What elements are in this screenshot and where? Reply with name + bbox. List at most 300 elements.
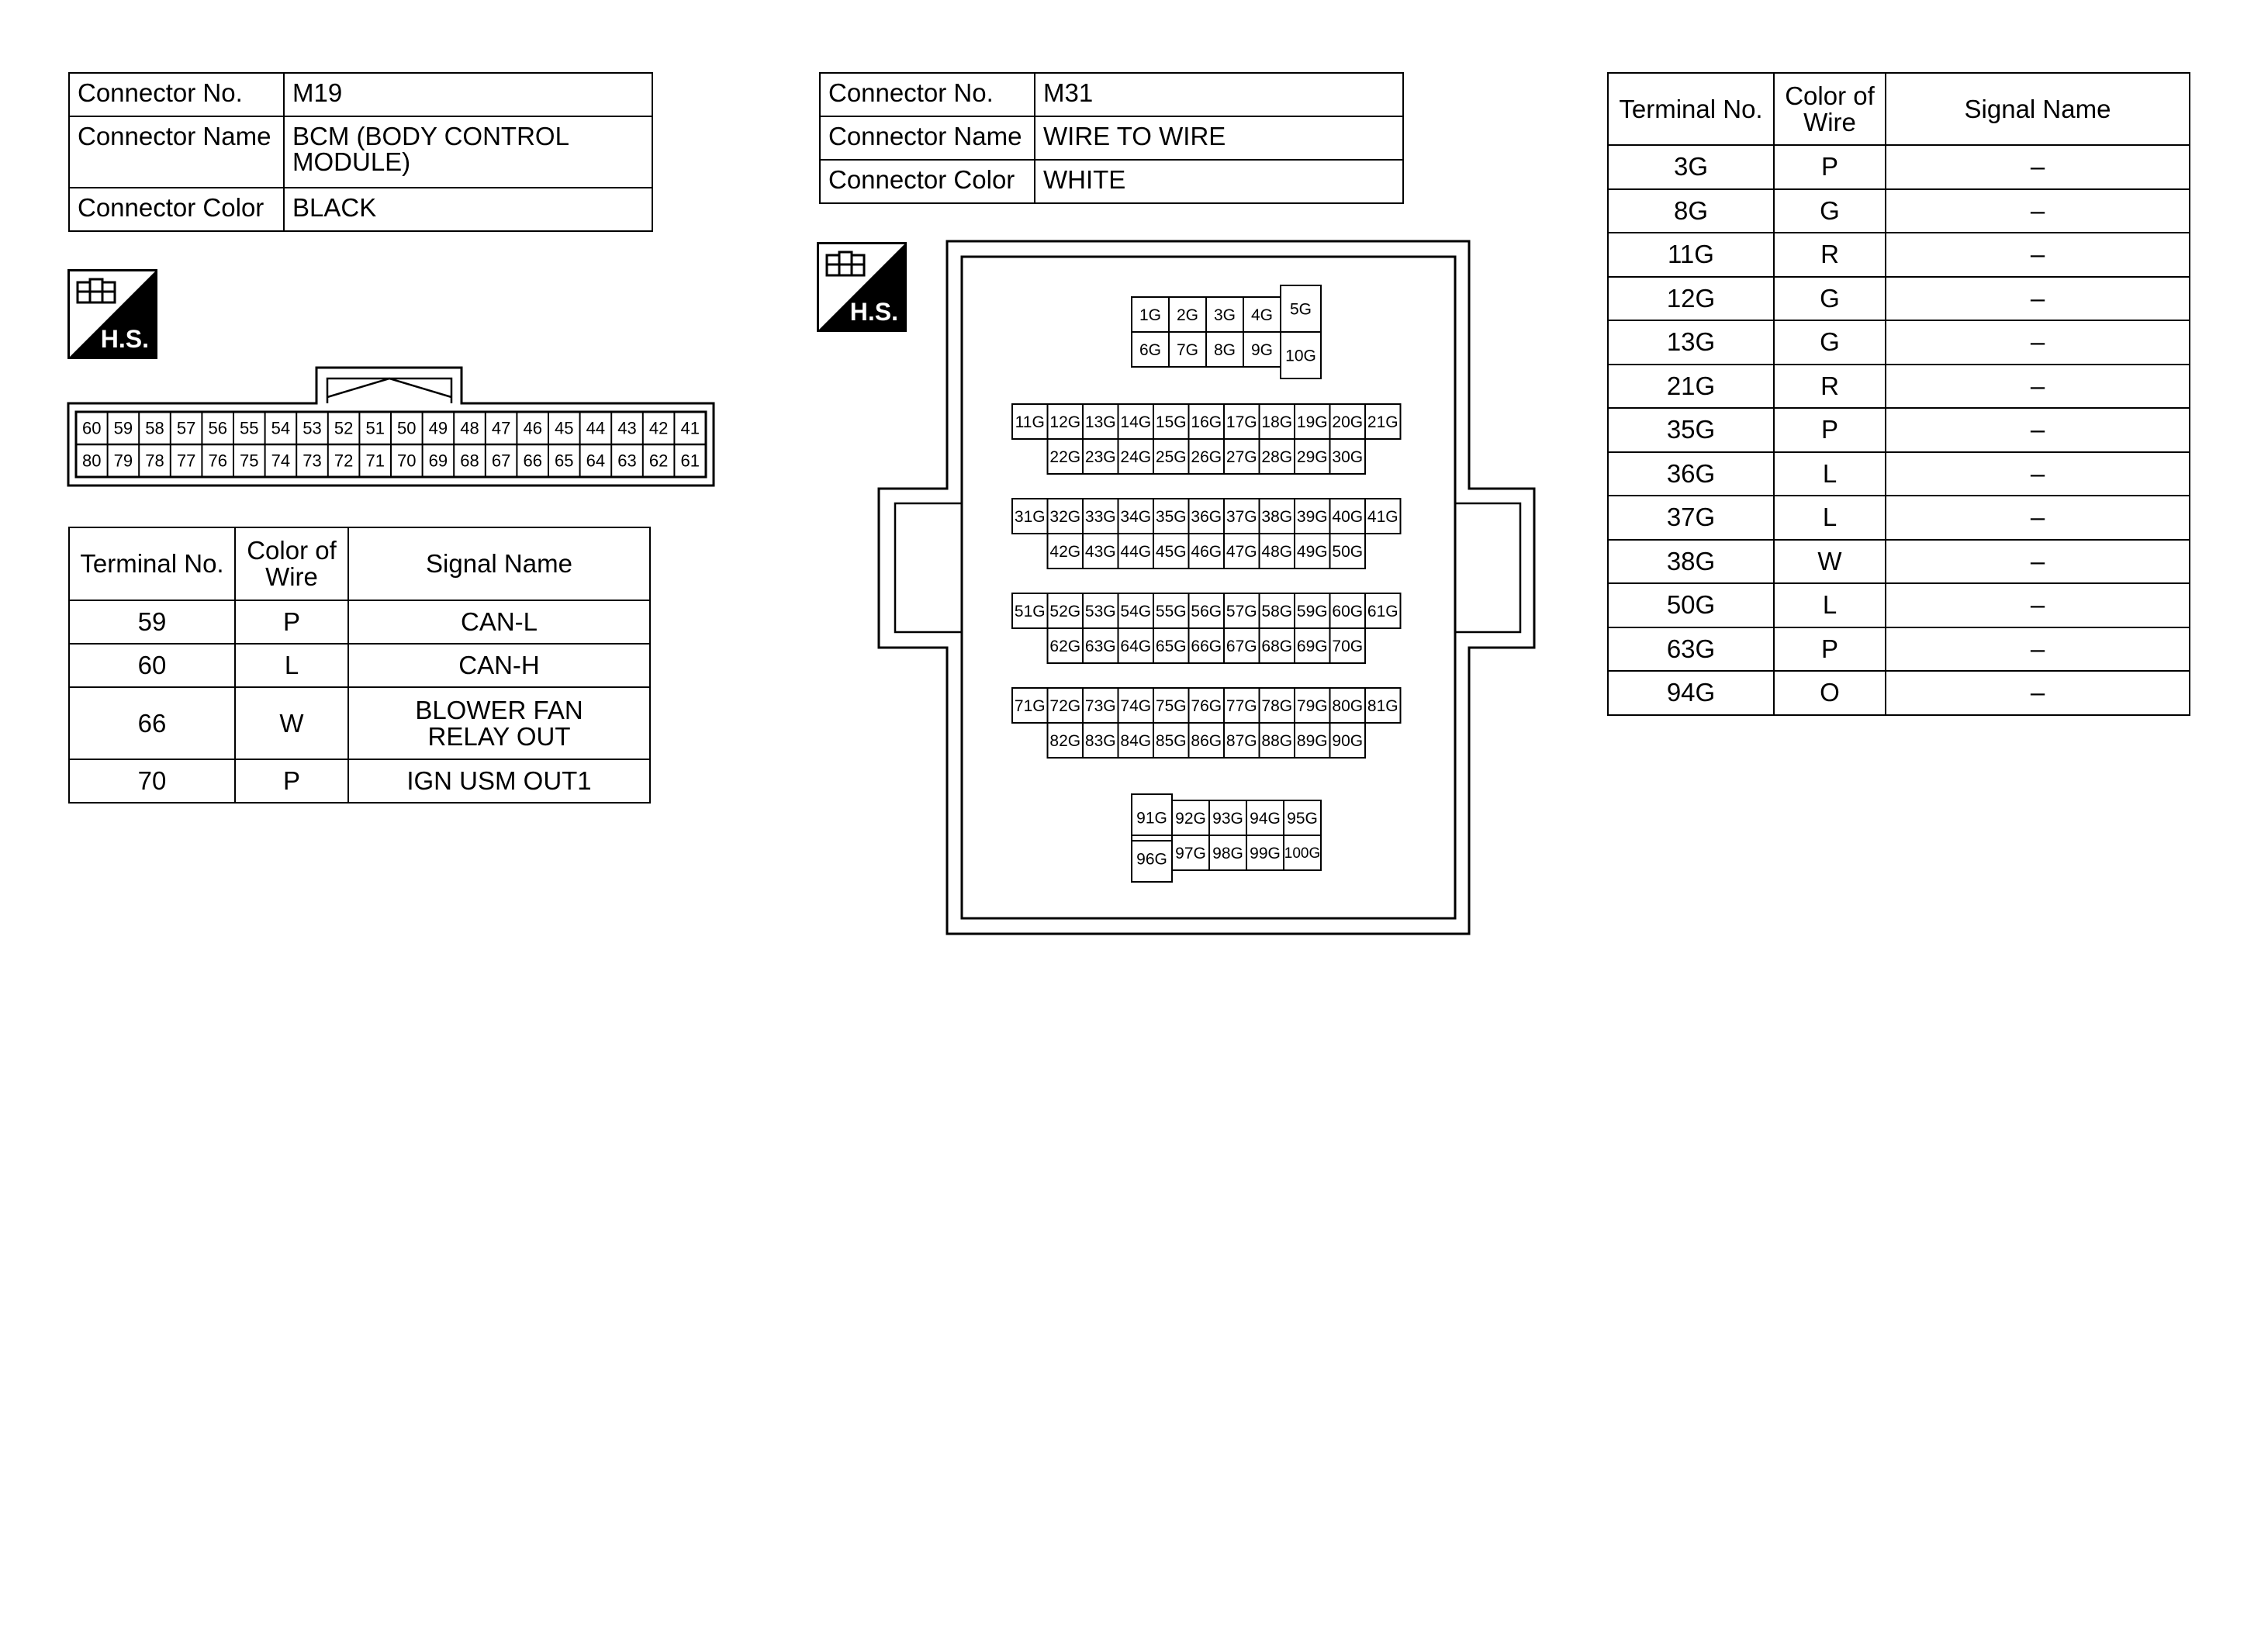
m31-pin-label: 12G bbox=[1049, 413, 1081, 431]
m31-pin-27G bbox=[1224, 439, 1260, 474]
m31-cell-color: L bbox=[1774, 496, 1886, 540]
m31-pin-95G bbox=[1284, 800, 1321, 835]
m31-pin-label: 53G bbox=[1084, 603, 1116, 620]
m31-pin-86G bbox=[1189, 723, 1225, 758]
m31-pin-85G bbox=[1153, 723, 1189, 758]
m19-connector-name-label: Connector Name bbox=[69, 116, 284, 188]
m19-row2-color: L bbox=[235, 644, 348, 687]
m19-row2-signal: CAN-H bbox=[348, 644, 650, 687]
m31-pin-label: 2G bbox=[1176, 306, 1199, 324]
m31-cell-color: G bbox=[1774, 277, 1886, 321]
m31-pin-1G bbox=[1132, 297, 1169, 332]
m31-pin-label: 83G bbox=[1084, 732, 1116, 750]
m31-pin-83G bbox=[1083, 723, 1118, 758]
m31-pin-56G bbox=[1189, 593, 1225, 628]
m31-pin-80G bbox=[1330, 688, 1366, 723]
m31-pin-label: 54G bbox=[1120, 603, 1152, 620]
table-row bbox=[1608, 277, 2190, 321]
m31-pin-96G bbox=[1132, 835, 1172, 882]
m31-pin-17G bbox=[1224, 404, 1260, 439]
m31-cell-terminal: 13G bbox=[1608, 320, 1774, 365]
m31-cell-signal: – bbox=[1886, 145, 2190, 189]
table-row bbox=[1608, 320, 2190, 365]
m31-pin-60G bbox=[1330, 593, 1366, 628]
m31-pin-69G bbox=[1295, 628, 1330, 663]
m31-pin-grid bbox=[1012, 285, 1401, 882]
m31-pin-label: 89G bbox=[1296, 732, 1328, 750]
m31-cell-signal: – bbox=[1886, 627, 2190, 672]
m31-cell-signal: – bbox=[1886, 540, 2190, 584]
m31-pin-label: 60G bbox=[1332, 603, 1364, 620]
m31-cell-color: P bbox=[1774, 145, 1886, 189]
m31-pin-label: 51G bbox=[1014, 603, 1046, 620]
m31-pin-label: 66G bbox=[1191, 638, 1222, 655]
m31-pin-15G bbox=[1153, 404, 1189, 439]
m31-pin-label: 63G bbox=[1084, 638, 1116, 655]
table-row bbox=[69, 600, 650, 644]
m31-pin-label: 29G bbox=[1296, 448, 1328, 466]
m31-pin-25G bbox=[1153, 439, 1189, 474]
m31-pin-label: 99G bbox=[1250, 845, 1281, 862]
m31-pin-label: 94G bbox=[1250, 810, 1281, 828]
m31-pin-label: 47G bbox=[1226, 543, 1257, 561]
m31-header-signal: Signal Name bbox=[1886, 73, 2190, 145]
m31-pin-36G bbox=[1189, 499, 1225, 534]
table-row bbox=[69, 644, 650, 687]
m31-pin-29G bbox=[1295, 439, 1330, 474]
m19-pin-46: 46 bbox=[523, 418, 542, 438]
table-row bbox=[1608, 365, 2190, 409]
m19-connector-info-table bbox=[68, 72, 653, 232]
m31-pin-71G bbox=[1012, 688, 1048, 723]
m31-pin-70G bbox=[1330, 628, 1366, 663]
m31-pin-72G bbox=[1048, 688, 1084, 723]
m31-cell-color: G bbox=[1774, 189, 1886, 233]
m19-hs-label: H.S. bbox=[100, 325, 149, 353]
m31-pin-53G bbox=[1083, 593, 1118, 628]
m19-pin-59: 59 bbox=[113, 418, 133, 438]
m31-pin-3G bbox=[1206, 297, 1243, 332]
m31-cell-terminal: 3G bbox=[1608, 145, 1774, 189]
m19-pin-44: 44 bbox=[586, 418, 606, 438]
m19-row1-color: P bbox=[235, 600, 348, 644]
m31-cell-color: W bbox=[1774, 540, 1886, 584]
m31-pin-label: 84G bbox=[1120, 732, 1152, 750]
table-row bbox=[1608, 452, 2190, 496]
m19-pin-48: 48 bbox=[460, 418, 479, 438]
m31-pin-label: 19G bbox=[1296, 413, 1328, 431]
m31-pin-99G bbox=[1246, 835, 1284, 870]
m31-pin-93G bbox=[1209, 800, 1246, 835]
m31-pin-61G bbox=[1365, 593, 1401, 628]
m31-pin-52G bbox=[1048, 593, 1084, 628]
m31-pin-label: 42G bbox=[1049, 543, 1081, 561]
m31-pin-51G bbox=[1012, 593, 1048, 628]
m31-pin-5G bbox=[1281, 285, 1321, 332]
m31-connector-name-value: WIRE TO WIRE bbox=[1035, 116, 1403, 160]
m31-connector-no-value: M31 bbox=[1035, 73, 1403, 116]
m31-pin-67G bbox=[1224, 628, 1260, 663]
m31-pin-label: 98G bbox=[1212, 845, 1243, 862]
m31-pin-label: 26G bbox=[1191, 448, 1222, 466]
m19-row4-signal: IGN USM OUT1 bbox=[348, 759, 650, 803]
m31-pin-label: 49G bbox=[1296, 543, 1328, 561]
m31-pin-79G bbox=[1295, 688, 1330, 723]
m31-cell-terminal: 94G bbox=[1608, 671, 1774, 715]
m31-pin-91G bbox=[1132, 794, 1172, 841]
m31-pin-57G bbox=[1224, 593, 1260, 628]
table-row bbox=[69, 759, 650, 803]
table-row bbox=[1608, 233, 2190, 277]
m19-pin-65: 65 bbox=[555, 451, 574, 471]
m31-pin-20G bbox=[1330, 404, 1366, 439]
m19-connector-name-value: BCM (BODY CONTROL MODULE) bbox=[284, 116, 652, 188]
m31-pin-label: 64G bbox=[1120, 638, 1152, 655]
m31-cell-signal: – bbox=[1886, 189, 2190, 233]
m31-pin-label: 56G bbox=[1191, 603, 1222, 620]
m31-pin-33G bbox=[1083, 499, 1118, 534]
m31-pin-label: 6G bbox=[1139, 341, 1162, 359]
m31-pin-label: 46G bbox=[1191, 543, 1222, 561]
m19-pin-72: 72 bbox=[334, 451, 354, 471]
m31-pin-54G bbox=[1118, 593, 1154, 628]
m31-pin-28G bbox=[1260, 439, 1295, 474]
m19-terminal-table bbox=[68, 527, 651, 804]
m31-connector-info-table bbox=[819, 72, 1404, 204]
m19-pin-67: 67 bbox=[491, 451, 511, 471]
m19-header-signal: Signal Name bbox=[348, 527, 650, 600]
m19-harness-side-icon bbox=[67, 269, 157, 359]
m31-pin-label: 91G bbox=[1136, 809, 1167, 828]
m31-pin-label: 36G bbox=[1191, 508, 1222, 526]
m31-pin-37G bbox=[1224, 499, 1260, 534]
m31-pin-label: 96G bbox=[1136, 850, 1167, 869]
m31-cell-terminal: 21G bbox=[1608, 365, 1774, 409]
m31-pin-47G bbox=[1224, 534, 1260, 569]
m31-pin-35G bbox=[1153, 499, 1189, 534]
m31-pin-26G bbox=[1189, 439, 1225, 474]
m19-row3-signal: BLOWER FAN RELAY OUT bbox=[348, 687, 650, 759]
m31-cell-color: R bbox=[1774, 233, 1886, 277]
m31-cell-signal: – bbox=[1886, 365, 2190, 409]
m31-pin-68G bbox=[1260, 628, 1295, 663]
m31-pin-98G bbox=[1209, 835, 1246, 870]
m19-pin-50: 50 bbox=[397, 418, 417, 438]
m31-pin-7G bbox=[1169, 332, 1206, 367]
m31-cell-signal: – bbox=[1886, 496, 2190, 540]
table-row bbox=[69, 687, 650, 759]
m31-pin-label: 73G bbox=[1084, 697, 1116, 715]
m19-pin-42: 42 bbox=[648, 418, 669, 438]
m31-pin-97G bbox=[1172, 835, 1209, 870]
m31-pin-39G bbox=[1295, 499, 1330, 534]
m31-pin-label: 90G bbox=[1332, 732, 1364, 750]
m31-pin-label: 33G bbox=[1084, 508, 1116, 526]
m31-pin-100G bbox=[1284, 835, 1321, 870]
m19-row4-terminal: 70 bbox=[69, 759, 235, 803]
m31-pin-58G bbox=[1260, 593, 1295, 628]
m31-pin-89G bbox=[1295, 723, 1330, 758]
m31-pin-label: 77G bbox=[1226, 697, 1257, 715]
m19-pin-62: 62 bbox=[648, 451, 669, 471]
m19-pin-60: 60 bbox=[82, 418, 102, 438]
m31-pin-label: 4G bbox=[1250, 306, 1274, 324]
m19-connector-no-label: Connector No. bbox=[69, 73, 284, 116]
m31-pin-76G bbox=[1189, 688, 1225, 723]
m31-pin-label: 62G bbox=[1049, 638, 1081, 655]
m19-pin-68: 68 bbox=[460, 451, 479, 471]
m31-cell-color: L bbox=[1774, 583, 1886, 627]
m31-pin-59G bbox=[1295, 593, 1330, 628]
m31-hs-label: H.S. bbox=[849, 298, 898, 326]
m31-pin-49G bbox=[1295, 534, 1330, 569]
m31-pin-81G bbox=[1365, 688, 1401, 723]
m31-pin-label: 28G bbox=[1261, 448, 1293, 466]
m19-pin-76: 76 bbox=[208, 451, 227, 471]
m31-pin-label: 38G bbox=[1261, 508, 1293, 526]
m31-pin-label: 67G bbox=[1226, 638, 1257, 655]
m19-pin-43: 43 bbox=[617, 418, 637, 438]
m31-connector-face bbox=[869, 237, 1551, 938]
m31-cell-terminal: 38G bbox=[1608, 540, 1774, 584]
m31-pin-18G bbox=[1260, 404, 1295, 439]
m31-pin-10G bbox=[1281, 332, 1321, 378]
m31-pin-label: 13G bbox=[1084, 413, 1116, 431]
m19-connector-face bbox=[65, 365, 717, 489]
m31-pin-label: 32G bbox=[1049, 508, 1081, 526]
m31-connector-color-value: WHITE bbox=[1035, 160, 1403, 203]
m19-pin-80: 80 bbox=[82, 451, 102, 471]
m31-pin-label: 70G bbox=[1332, 638, 1364, 655]
m31-cell-terminal: 63G bbox=[1608, 627, 1774, 672]
m31-pin-label: 25G bbox=[1155, 448, 1187, 466]
table-row bbox=[1608, 671, 2190, 715]
m31-pin-11G bbox=[1012, 404, 1048, 439]
m31-pin-9G bbox=[1243, 332, 1281, 367]
m31-pin-label: 57G bbox=[1226, 603, 1257, 620]
m19-connector-color-value: BLACK bbox=[284, 188, 652, 231]
m31-pin-label: 76G bbox=[1191, 697, 1222, 715]
m19-pin-63: 63 bbox=[617, 451, 637, 471]
m31-pin-label: 95G bbox=[1287, 810, 1318, 828]
m31-pin-82G bbox=[1048, 723, 1084, 758]
m31-pin-74G bbox=[1118, 688, 1154, 723]
m31-cell-signal: – bbox=[1886, 583, 2190, 627]
m31-pin-label: 68G bbox=[1261, 638, 1293, 655]
m31-cell-color: P bbox=[1774, 408, 1886, 452]
m31-pin-label: 9G bbox=[1250, 341, 1274, 359]
m19-header-color: Color of Wire bbox=[235, 527, 348, 600]
m31-pin-label: 78G bbox=[1261, 697, 1293, 715]
m31-pin-label: 23G bbox=[1084, 448, 1116, 466]
m19-pin-73: 73 bbox=[303, 451, 322, 471]
m31-pin-label: 17G bbox=[1226, 413, 1257, 431]
m31-pin-30G bbox=[1330, 439, 1366, 474]
m31-cell-terminal: 36G bbox=[1608, 452, 1774, 496]
m31-pin-label: 14G bbox=[1120, 413, 1152, 431]
m31-cell-color: R bbox=[1774, 365, 1886, 409]
m31-pin-2G bbox=[1169, 297, 1206, 332]
m31-pin-label: 48G bbox=[1261, 543, 1293, 561]
m19-pin-64: 64 bbox=[586, 451, 606, 471]
m31-pin-label: 72G bbox=[1049, 697, 1081, 715]
m31-pin-label: 40G bbox=[1332, 508, 1364, 526]
m31-pin-63G bbox=[1083, 628, 1118, 663]
m31-pin-34G bbox=[1118, 499, 1154, 534]
m31-pin-24G bbox=[1118, 439, 1154, 474]
m31-pin-label: 43G bbox=[1084, 543, 1116, 561]
m31-pin-label: 11G bbox=[1015, 413, 1045, 431]
m31-pin-42G bbox=[1048, 534, 1084, 569]
m31-pin-64G bbox=[1118, 628, 1154, 663]
m19-pin-49: 49 bbox=[428, 418, 448, 438]
m31-pin-50G bbox=[1330, 534, 1366, 569]
m31-pin-label: 39G bbox=[1296, 508, 1328, 526]
m31-pin-label: 69G bbox=[1296, 638, 1328, 655]
m31-cell-color: P bbox=[1774, 627, 1886, 672]
m31-pin-88G bbox=[1260, 723, 1295, 758]
m31-pin-22G bbox=[1048, 439, 1084, 474]
m19-connector-color-label: Connector Color bbox=[69, 188, 284, 231]
m31-pin-19G bbox=[1295, 404, 1330, 439]
m31-pin-13G bbox=[1083, 404, 1118, 439]
m19-pin-41: 41 bbox=[680, 418, 700, 438]
table-row bbox=[1608, 540, 2190, 584]
m19-pin-69: 69 bbox=[428, 451, 448, 471]
m31-pin-8G bbox=[1206, 332, 1243, 367]
m19-pin-66: 66 bbox=[523, 451, 542, 471]
m19-pin-75: 75 bbox=[240, 451, 259, 471]
m31-pin-75G bbox=[1153, 688, 1189, 723]
m31-cell-signal: – bbox=[1886, 277, 2190, 321]
m31-header-color: Color of Wire bbox=[1774, 73, 1886, 145]
m31-pin-16G bbox=[1189, 404, 1225, 439]
m19-pin-57: 57 bbox=[176, 418, 196, 438]
m19-header-terminal: Terminal No. bbox=[69, 527, 235, 600]
m19-row1-signal: CAN-L bbox=[348, 600, 650, 644]
m31-pin-label: 50G bbox=[1332, 543, 1364, 561]
m31-pin-label: 18G bbox=[1261, 413, 1293, 431]
m31-cell-signal: – bbox=[1886, 233, 2190, 277]
m31-pin-87G bbox=[1224, 723, 1260, 758]
m31-cell-color: L bbox=[1774, 452, 1886, 496]
m31-pin-92G bbox=[1172, 800, 1209, 835]
m19-pin-71: 71 bbox=[365, 451, 385, 471]
m31-pin-label: 20G bbox=[1332, 413, 1364, 431]
m19-row1-terminal: 59 bbox=[69, 600, 235, 644]
m19-pin-70: 70 bbox=[397, 451, 417, 471]
m31-cell-color: G bbox=[1774, 320, 1886, 365]
m31-pin-label: 100G bbox=[1284, 845, 1321, 862]
m31-pin-label: 5G bbox=[1289, 300, 1312, 319]
m31-connector-name-label: Connector Name bbox=[820, 116, 1035, 160]
m31-pin-94G bbox=[1246, 800, 1284, 835]
m31-header-terminal: Terminal No. bbox=[1608, 73, 1774, 145]
m31-pin-38G bbox=[1260, 499, 1295, 534]
m31-pin-label: 52G bbox=[1049, 603, 1081, 620]
m19-connector-no-value: M19 bbox=[284, 73, 652, 116]
m31-pin-4G bbox=[1243, 297, 1281, 332]
m19-pin-77: 77 bbox=[176, 451, 196, 471]
m31-pin-label: 3G bbox=[1213, 306, 1236, 324]
m19-row3-color: W bbox=[235, 687, 348, 759]
m19-pin-47: 47 bbox=[491, 418, 511, 438]
m31-cell-signal: – bbox=[1886, 452, 2190, 496]
m19-pin-56: 56 bbox=[208, 418, 227, 438]
table-row bbox=[1608, 145, 2190, 189]
m31-pin-label: 85G bbox=[1155, 732, 1187, 750]
m31-pin-62G bbox=[1048, 628, 1084, 663]
m31-pin-65G bbox=[1153, 628, 1189, 663]
table-row bbox=[1608, 408, 2190, 452]
m31-pin-label: 71G bbox=[1014, 697, 1046, 715]
m19-row4-color: P bbox=[235, 759, 348, 803]
m31-cell-terminal: 35G bbox=[1608, 408, 1774, 452]
m31-pin-48G bbox=[1260, 534, 1295, 569]
m31-pin-label: 55G bbox=[1155, 603, 1187, 620]
m31-pin-label: 80G bbox=[1332, 697, 1364, 715]
m31-pin-label: 35G bbox=[1155, 508, 1187, 526]
m31-pin-label: 31G bbox=[1014, 508, 1046, 526]
table-row bbox=[1608, 496, 2190, 540]
m31-pin-41G bbox=[1365, 499, 1401, 534]
m31-pin-label: 22G bbox=[1049, 448, 1081, 466]
m31-pin-45G bbox=[1153, 534, 1189, 569]
m31-pin-label: 1G bbox=[1139, 306, 1162, 324]
m31-cell-terminal: 8G bbox=[1608, 189, 1774, 233]
m19-pin-58: 58 bbox=[145, 418, 164, 438]
table-row bbox=[1608, 627, 2190, 672]
m31-pin-label: 37G bbox=[1226, 508, 1257, 526]
m31-pin-label: 44G bbox=[1120, 543, 1152, 561]
m31-cell-terminal: 11G bbox=[1608, 233, 1774, 277]
m31-pin-label: 82G bbox=[1049, 732, 1081, 750]
m31-cell-signal: – bbox=[1886, 320, 2190, 365]
m31-pin-label: 30G bbox=[1332, 448, 1364, 466]
m31-pin-label: 7G bbox=[1176, 341, 1199, 359]
m19-pin-45: 45 bbox=[555, 418, 574, 438]
m19-pin-79: 79 bbox=[113, 451, 133, 471]
m31-pin-55G bbox=[1153, 593, 1189, 628]
m31-pin-label: 45G bbox=[1155, 543, 1187, 561]
m19-pin-74: 74 bbox=[271, 451, 291, 471]
m31-pin-44G bbox=[1118, 534, 1154, 569]
m31-pin-label: 59G bbox=[1296, 603, 1328, 620]
m31-pin-label: 81G bbox=[1367, 697, 1398, 715]
m19-pin-53: 53 bbox=[303, 418, 322, 438]
m31-pin-90G bbox=[1330, 723, 1366, 758]
m31-pin-77G bbox=[1224, 688, 1260, 723]
m19-pin-61: 61 bbox=[680, 451, 700, 471]
m31-pin-label: 75G bbox=[1155, 697, 1187, 715]
m31-pin-label: 27G bbox=[1226, 448, 1257, 466]
m31-pin-23G bbox=[1083, 439, 1118, 474]
m31-cell-color: O bbox=[1774, 671, 1886, 715]
m31-pin-78G bbox=[1260, 688, 1295, 723]
m31-pin-label: 34G bbox=[1120, 508, 1152, 526]
m31-cell-terminal: 12G bbox=[1608, 277, 1774, 321]
m31-pin-label: 24G bbox=[1120, 448, 1152, 466]
m31-pin-73G bbox=[1083, 688, 1118, 723]
m31-pin-14G bbox=[1118, 404, 1154, 439]
table-row bbox=[1608, 189, 2190, 233]
m31-cell-terminal: 37G bbox=[1608, 496, 1774, 540]
m31-pin-32G bbox=[1048, 499, 1084, 534]
m31-connector-no-label: Connector No. bbox=[820, 73, 1035, 116]
m31-pin-6G bbox=[1132, 332, 1169, 367]
m31-pin-84G bbox=[1118, 723, 1154, 758]
m31-pin-label: 8G bbox=[1213, 341, 1236, 359]
